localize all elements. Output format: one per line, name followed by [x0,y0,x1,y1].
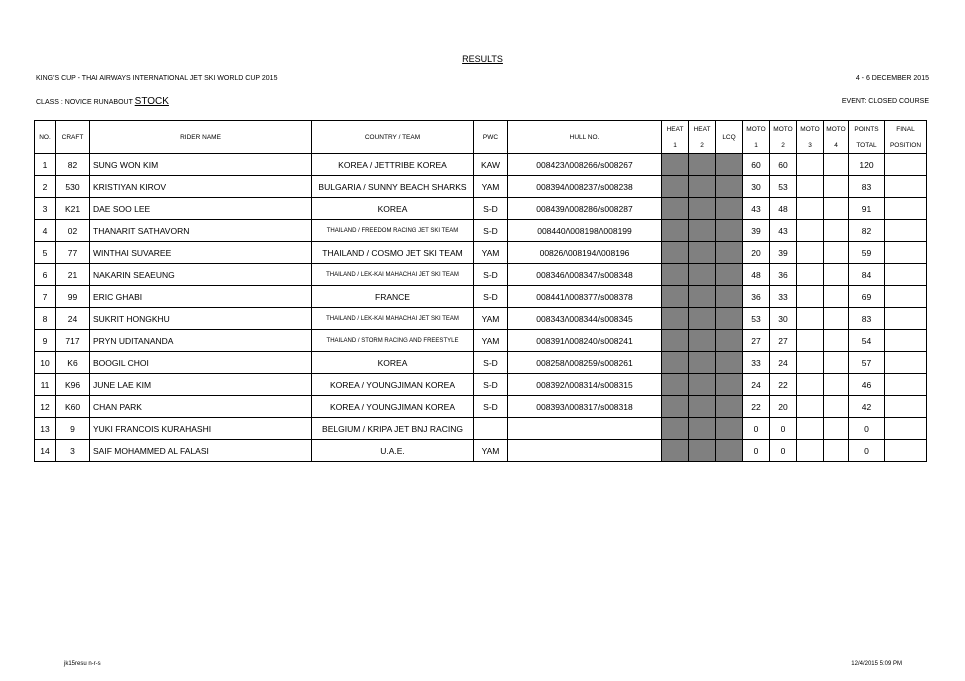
cell-moto3 [797,176,824,198]
cell-lcq [716,220,743,242]
col-final-header: FINAL [885,121,927,138]
cell-final-position [885,352,927,374]
cell-moto3 [797,286,824,308]
cell-moto1: 33 [743,352,770,374]
cell-country: KOREA / YOUNGJIMAN KOREA [312,396,474,418]
cell-craft: K60 [56,396,90,418]
cell-rider: YUKI FRANCOIS KURAHASHI [90,418,312,440]
cell-heat1 [662,418,689,440]
cell-moto1: 36 [743,286,770,308]
cell-lcq [716,176,743,198]
col-moto3-header: MOTO [797,121,824,138]
cell-country: THAILAND / COSMO JET SKI TEAM [312,242,474,264]
cell-craft: 21 [56,264,90,286]
cell-moto1: 30 [743,176,770,198]
cell-hull: 008391/\008240/s008241 [508,330,662,352]
cell-craft: 530 [56,176,90,198]
cell-rider: DAE SOO LEE [90,198,312,220]
cell-final-position [885,154,927,176]
cell-pwc: S-D [474,220,508,242]
cell-heat1 [662,396,689,418]
cell-lcq [716,330,743,352]
cell-moto2: 22 [770,374,797,396]
cell-craft: K96 [56,374,90,396]
col-rider-header: RIDER NAME [90,121,312,154]
col-hull-header: HULL NO. [508,121,662,154]
cell-moto4 [824,330,849,352]
table-row [35,374,927,396]
event-dates: 4 - 6 DECEMBER 2015 [855,75,929,82]
col-points-sub: TOTAL [849,137,885,154]
table-row [35,220,927,242]
cell-moto2: 27 [770,330,797,352]
cell-pwc: S-D [474,198,508,220]
cell-heat1 [662,352,689,374]
cell-heat2 [689,396,716,418]
cell-no: 12 [35,396,56,418]
cell-points-total: 0 [849,440,885,462]
cell-moto2: 33 [770,286,797,308]
cell-moto3 [797,396,824,418]
cell-no: 8 [35,308,56,330]
cell-heat2 [689,220,716,242]
cell-lcq [716,374,743,396]
col-moto1-header: MOTO [743,121,770,138]
col-moto3-sub: 3 [797,137,824,154]
cell-country: KOREA [312,352,474,374]
cell-final-position [885,396,927,418]
cell-hull: 008392/\008314/s008315 [508,374,662,396]
table-row [35,352,927,374]
col-lcq-header: LCQ [716,121,743,154]
table-header [35,121,927,154]
cell-pwc: S-D [474,264,508,286]
event-name: KING'S CUP - THAI AIRWAYS INTERNATIONAL JET SKI WORLD CUP 2015 [36,75,278,82]
cell-rider: SUKRIT HONGKHU [90,308,312,330]
cell-final-position [885,374,927,396]
cell-hull: 008441/\008377/s008378 [508,286,662,308]
cell-country: U.A.E. [312,440,474,462]
cell-points-total: 82 [849,220,885,242]
col-heat2-header: HEAT [689,121,716,138]
cell-hull [508,440,662,462]
cell-points-total: 83 [849,308,885,330]
cell-heat2 [689,242,716,264]
cell-lcq [716,242,743,264]
cell-heat1 [662,176,689,198]
cell-pwc: YAM [474,330,508,352]
cell-country: THAILAND / STORM RACING AND FREESTYLE [312,330,474,352]
cell-points-total: 42 [849,396,885,418]
cell-final-position [885,418,927,440]
cell-moto1: 60 [743,154,770,176]
cell-hull: 00826/\008194/\008196 [508,242,662,264]
cell-country: THAILAND / LEK-KAI MAHACHAI JET SKI TEAM [312,308,474,330]
cell-lcq [716,440,743,462]
cell-moto1: 27 [743,330,770,352]
cell-points-total: 83 [849,176,885,198]
cell-rider: NAKARIN SEAEUNG [90,264,312,286]
cell-heat1 [662,198,689,220]
col-final-sub: POSITION [885,137,927,154]
cell-final-position [885,264,927,286]
table-row [35,264,927,286]
class-label [36,96,169,107]
cell-hull: 008346/\008347/s008348 [508,264,662,286]
cell-moto1: 22 [743,396,770,418]
col-no-header: NO. [35,121,56,154]
cell-heat1 [662,264,689,286]
col-moto4-sub: 4 [824,137,849,154]
cell-country: KOREA / JETTRIBE KOREA [312,154,474,176]
footer-file: jk15resu n-r-s [64,661,101,667]
cell-rider: WINTHAI SUVAREE [90,242,312,264]
cell-hull: 008423/\008266/s008267 [508,154,662,176]
cell-pwc: S-D [474,352,508,374]
cell-craft: 9 [56,418,90,440]
cell-points-total: 0 [849,418,885,440]
cell-final-position [885,330,927,352]
cell-moto3 [797,242,824,264]
cell-no: 9 [35,330,56,352]
table-row [35,198,927,220]
col-heat1-sub: 1 [662,137,689,154]
cell-moto3 [797,418,824,440]
cell-moto4 [824,286,849,308]
cell-pwc: S-D [474,374,508,396]
table-row [35,154,927,176]
cell-points-total: 84 [849,264,885,286]
cell-final-position [885,242,927,264]
cell-pwc: YAM [474,176,508,198]
cell-rider: JUNE LAE KIM [90,374,312,396]
event-course: EVENT: CLOSED COURSE [841,98,929,105]
cell-rider: ERIC GHABI [90,286,312,308]
cell-craft: K6 [56,352,90,374]
cell-heat1 [662,242,689,264]
cell-lcq [716,198,743,220]
cell-moto3 [797,220,824,242]
col-points-header: POINTS [849,121,885,138]
cell-heat1 [662,308,689,330]
cell-craft: 717 [56,330,90,352]
cell-moto1: 24 [743,374,770,396]
table-row [35,330,927,352]
cell-moto4 [824,374,849,396]
cell-moto4 [824,198,849,220]
table-row [35,176,927,198]
cell-moto4 [824,440,849,462]
cell-final-position [885,286,927,308]
cell-lcq [716,418,743,440]
cell-no: 2 [35,176,56,198]
cell-moto2: 60 [770,154,797,176]
cell-hull [508,418,662,440]
cell-no: 13 [35,418,56,440]
cell-points-total: 46 [849,374,885,396]
cell-heat2 [689,440,716,462]
cell-pwc: S-D [474,286,508,308]
cell-craft: 24 [56,308,90,330]
cell-moto1: 53 [743,308,770,330]
cell-final-position [885,176,927,198]
table-row [35,308,927,330]
cell-moto2: 30 [770,308,797,330]
cell-rider: THANARIT SATHAVORN [90,220,312,242]
col-moto2-sub: 2 [770,137,797,154]
cell-no: 14 [35,440,56,462]
cell-heat2 [689,198,716,220]
cell-pwc: YAM [474,440,508,462]
cell-moto3 [797,198,824,220]
cell-pwc: KAW [474,154,508,176]
cell-hull: 008440/\008198/\008199 [508,220,662,242]
cell-heat2 [689,176,716,198]
cell-hull: 008439/\008286/s008287 [508,198,662,220]
cell-points-total: 69 [849,286,885,308]
cell-country: KOREA / YOUNGJIMAN KOREA [312,374,474,396]
cell-craft: 82 [56,154,90,176]
cell-points-total: 57 [849,352,885,374]
cell-moto3 [797,308,824,330]
cell-moto2: 0 [770,418,797,440]
col-moto4-header: MOTO [824,121,849,138]
cell-moto2: 48 [770,198,797,220]
cell-no: 10 [35,352,56,374]
cell-rider: BOOGIL CHOI [90,352,312,374]
cell-country: KOREA [312,198,474,220]
cell-moto4 [824,396,849,418]
col-moto2-header: MOTO [770,121,797,138]
cell-hull: 008343/\008344/s008345 [508,308,662,330]
cell-moto4 [824,176,849,198]
col-heat2-sub: 2 [689,137,716,154]
cell-rider: CHAN PARK [90,396,312,418]
cell-final-position [885,198,927,220]
cell-moto2: 53 [770,176,797,198]
cell-rider: SUNG WON KIM [90,154,312,176]
cell-craft: 99 [56,286,90,308]
cell-lcq [716,286,743,308]
table-row [35,242,927,264]
cell-moto1: 48 [743,264,770,286]
cell-heat1 [662,440,689,462]
cell-no: 6 [35,264,56,286]
cell-moto1: 20 [743,242,770,264]
cell-no: 5 [35,242,56,264]
cell-hull: 008258/\008259/s008261 [508,352,662,374]
table-row [35,396,927,418]
cell-moto1: 0 [743,418,770,440]
cell-moto2: 0 [770,440,797,462]
cell-moto2: 43 [770,220,797,242]
cell-moto4 [824,264,849,286]
cell-moto3 [797,440,824,462]
cell-craft: 3 [56,440,90,462]
cell-heat2 [689,154,716,176]
cell-moto4 [824,418,849,440]
cell-points-total: 54 [849,330,885,352]
cell-pwc: YAM [474,308,508,330]
cell-moto2: 36 [770,264,797,286]
cell-moto4 [824,154,849,176]
cell-pwc: YAM [474,242,508,264]
cell-heat2 [689,264,716,286]
cell-country: THAILAND / LEK-KAI MAHACHAI JET SKI TEAM [312,264,474,286]
cell-craft: K21 [56,198,90,220]
cell-no: 3 [35,198,56,220]
cell-final-position [885,308,927,330]
cell-heat1 [662,330,689,352]
col-craft-header: CRAFT [56,121,90,154]
cell-heat2 [689,286,716,308]
cell-moto3 [797,154,824,176]
cell-no: 11 [35,374,56,396]
cell-points-total: 91 [849,198,885,220]
cell-heat2 [689,374,716,396]
cell-moto3 [797,352,824,374]
cell-heat1 [662,220,689,242]
cell-moto1: 0 [743,440,770,462]
cell-no: 7 [35,286,56,308]
cell-heat1 [662,154,689,176]
cell-moto4 [824,220,849,242]
cell-hull: 008394/\008237/s008238 [508,176,662,198]
cell-heat1 [662,286,689,308]
cell-heat2 [689,352,716,374]
cell-rider: PRYN UDITANANDA [90,330,312,352]
cell-craft: 02 [56,220,90,242]
table-body [35,154,927,462]
cell-points-total: 120 [849,154,885,176]
cell-heat2 [689,418,716,440]
cell-hull: 008393/\008317/s008318 [508,396,662,418]
cell-moto1: 43 [743,198,770,220]
table-row [35,418,927,440]
cell-moto4 [824,308,849,330]
cell-moto3 [797,374,824,396]
cell-heat2 [689,308,716,330]
cell-moto3 [797,264,824,286]
cell-no: 4 [35,220,56,242]
footer-printed: 12/4/2015 5:09 PM [851,661,902,667]
cell-moto4 [824,242,849,264]
class-stock: STOCK [134,96,169,107]
col-heat1-header: HEAT [662,121,689,138]
cell-pwc [474,418,508,440]
cell-lcq [716,308,743,330]
cell-moto4 [824,352,849,374]
cell-moto1: 39 [743,220,770,242]
results-title: RESULTS [462,54,503,64]
cell-lcq [716,154,743,176]
cell-pwc: S-D [474,396,508,418]
cell-lcq [716,352,743,374]
cell-country: THAILAND / FREEDOM RACING JET SKI TEAM [312,220,474,242]
cell-country: FRANCE [312,286,474,308]
col-moto1-sub: 1 [743,137,770,154]
cell-country: BULGARIA / SUNNY BEACH SHARKS [312,176,474,198]
results-table [34,120,927,462]
cell-lcq [716,396,743,418]
cell-no: 1 [35,154,56,176]
cell-moto2: 20 [770,396,797,418]
cell-moto2: 24 [770,352,797,374]
cell-heat2 [689,330,716,352]
cell-moto2: 39 [770,242,797,264]
cell-final-position [885,220,927,242]
cell-country: BELGIUM / KRIPA JET BNJ RACING [312,418,474,440]
class-prefix: CLASS : NOVICE RUNABOUT [36,99,135,106]
cell-moto3 [797,330,824,352]
cell-lcq [716,264,743,286]
col-country-header: COUNTRY / TEAM [312,121,474,154]
cell-heat1 [662,374,689,396]
cell-rider: KRISTIYAN KIROV [90,176,312,198]
cell-craft: 77 [56,242,90,264]
col-pwc-header: PWC [474,121,508,154]
cell-rider: SAIF MOHAMMED AL FALASI [90,440,312,462]
cell-points-total: 59 [849,242,885,264]
cell-final-position [885,440,927,462]
table-row [35,440,927,462]
table-row [35,286,927,308]
